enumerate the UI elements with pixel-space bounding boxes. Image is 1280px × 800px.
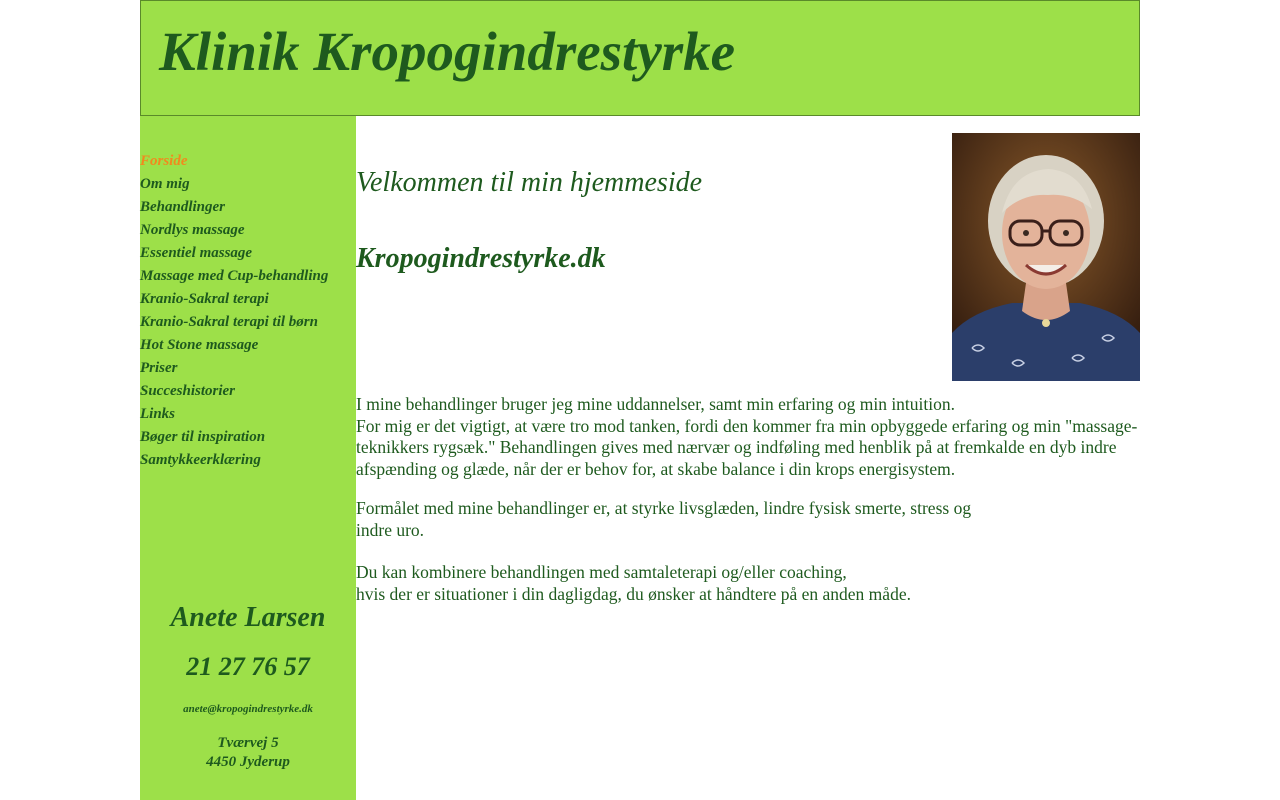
intro-line-1: I mine behandlinger bruger jeg mine uddannelser, samt min erfaring og min intuition. (356, 394, 956, 414)
nav-item-kranio-sakral-boern[interactable]: Kranio-Sakral terapi til børn (140, 314, 318, 330)
main-content (356, 116, 1140, 800)
nav-item-essentiel-massage[interactable]: Essentiel massage (140, 245, 253, 261)
nav-item-boeger[interactable]: Bøger til inspiration (140, 429, 266, 445)
portrait-illustration (952, 133, 1140, 381)
nav-item-succeshistorier[interactable]: Succeshistorier (140, 383, 236, 399)
nav-item-hot-stone[interactable]: Hot Stone massage (140, 337, 259, 353)
address-line-1: Tværvej 5 (217, 735, 279, 751)
combine-line-2: hvis der er situationer i din dagligdag, du ønsker at håndtere på en anden måde. (356, 583, 911, 604)
nav-item-nordlys-massage[interactable]: Nordlys massage (140, 222, 245, 238)
nav-item-massage-med-cup[interactable]: Massage med Cup-behandling (140, 268, 329, 284)
nav-item-priser[interactable]: Priser (140, 360, 178, 376)
purpose-line-1: Formålet med mine behandlinger er, at styrke livsglæden, lindre fysisk smerte, stress og (356, 498, 972, 518)
intro-paragraph (356, 394, 1140, 480)
portrait-photo (952, 133, 1140, 381)
nav-item-kranio-sakral[interactable]: Kranio-Sakral terapi (140, 291, 269, 307)
combine-line-1: Du kan kombinere behandlingen med samtaleterapi og/eller coaching, (356, 562, 847, 582)
contact-email[interactable]: anete@kropogindrestyrke.dk (183, 703, 313, 715)
nav-item-om-mig[interactable]: Om mig (140, 176, 190, 192)
nav-item-samtykke[interactable]: Samtykkeerklæring (140, 452, 261, 468)
purpose-paragraph (356, 498, 1140, 541)
domain-heading: Kropogindrestyrke.dk (356, 243, 606, 274)
nav-item-links[interactable]: Links (140, 406, 176, 422)
site-title: Klinik Kropogindrestyrke (159, 21, 736, 82)
nav-menu (140, 152, 330, 474)
purpose-line-2: indre uro. (356, 519, 425, 540)
address-line-2: 4450 Jyderup (206, 754, 290, 770)
nav-item-behandlinger[interactable]: Behandlinger (140, 199, 226, 215)
contact-name: Anete Larsen (170, 602, 326, 633)
welcome-heading: Velkommen til min hjemmeside (356, 167, 703, 198)
sidebar (140, 116, 356, 800)
combine-paragraph (356, 562, 1140, 605)
nav-item-forside[interactable]: Forside (140, 153, 188, 169)
contact-phone: 21 27 76 57 (186, 652, 310, 681)
intro-line-2: For mig er det vigtigt, at være tro mod tanken, fordi den kommer fra min opbyggede erfaring og min "massage-teknikkers rygsæk." Behandlingen gives med nærvær og indføling med henblik på at fremkalde en dyb indre afspænding og glæde, når der er behov for, at skabe balance i din krops energisystem. (356, 415, 1138, 479)
contact-address (140, 734, 356, 772)
site-header (140, 0, 1140, 116)
